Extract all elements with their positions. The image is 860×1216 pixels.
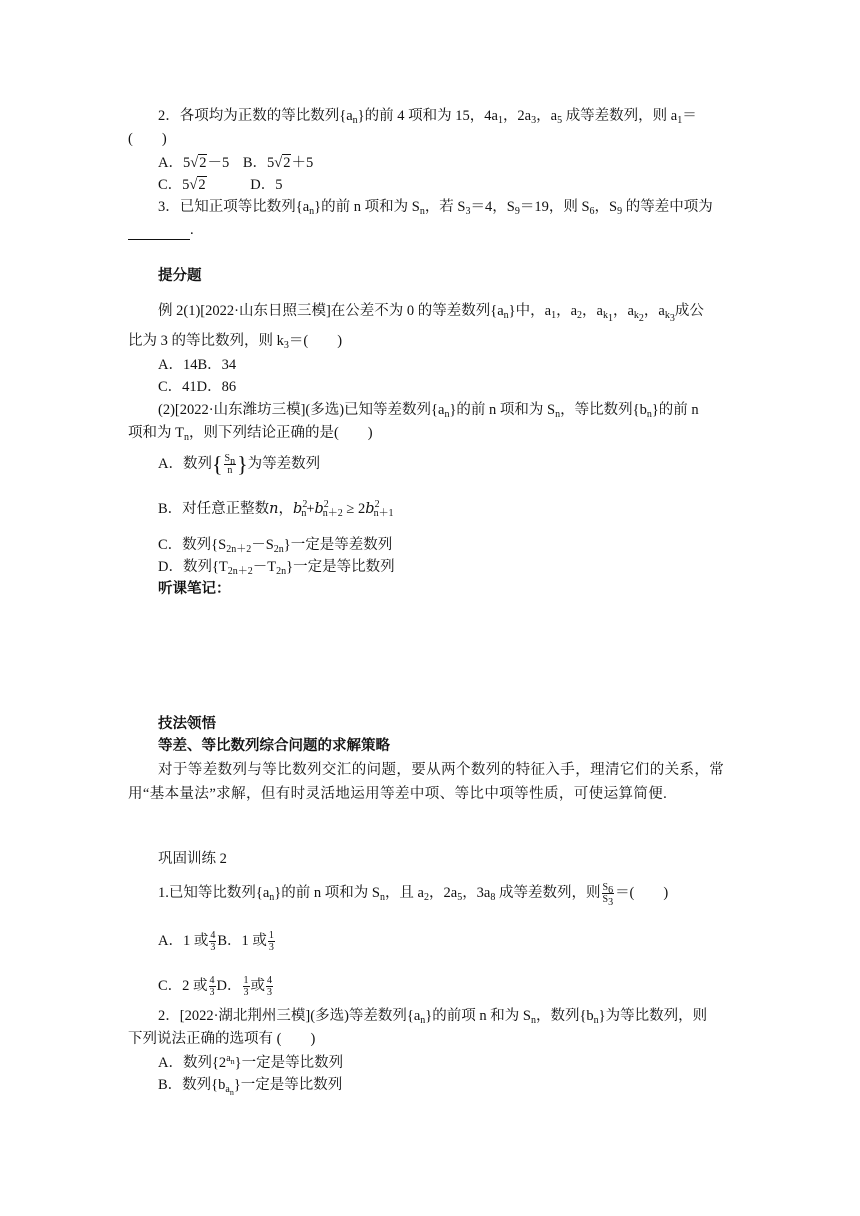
q2-options-ab: A．5√2－5 B．5√2＋5 [158,155,314,171]
example2-option-b: B．对任意正整数n，$b^2_n+b^2_{n+2} \ge 2b^2_{n+1}$ [158,499,394,519]
practice-title: 巩固训练 2 [158,851,227,867]
practice-q2-option-a: A．数列$\{2^{a_n}\}$一定是等比数列 [158,1053,344,1071]
q2-paren: ( ) [128,131,167,147]
fraction-sn-over-n: $\frac{S_n}{n}$ [224,453,236,476]
section-title-tifen: 提分题 [158,268,202,284]
practice-q2-cont: 下列说法正确的选项有 ( ) [128,1031,316,1047]
example2-part1-cont: 比为 3 的等比数列，则 $k_3=$( ) [128,333,343,351]
practice-q1-options-cd: C．2 或 $\frac{4}{3}$ D． $\frac{1}{3}$ 或 $\frac{4}{3}$ [158,975,273,998]
example2-option-c: C．数列$\{S_{2n+2}-S_{2n}\}$一定是等差数列 [158,537,393,555]
example2-part2: (2)[2022·山东潍坊三模](多选)已知等差数列$\{a_n\}$的前 n 项和为 $S_n$，等比数列$\{b_n\}$的前 n [158,402,699,420]
technique-body-2: 用“基本量法”求解，但有时灵活地运用等差中项、等比中项等性质，可使运算简便. [128,786,668,802]
sqrt-symbol: √2 [190,155,207,171]
example2-options-ab: A．14B．34 [158,357,237,373]
technique-body-1: 对于等差数列与等比数列交汇的问题，要从两个数列的特征入手，理清它们的关系，常 [158,762,725,778]
practice-q1: 1.已知等比数列$\{a_n\}$的前 n 项和为 $S_n$，且 $a_2$，$2a_5$，$3a_8$ 成等差数列，则 $\frac{S_6}{S_3}$ ＝( ) [158,882,669,908]
q3-stem: 3．已知正项等比数列$\{a_n\}$的前 n 项和为 $S_n$，若 $S_3=4$，$S_9=19$，则 $S_6$，$S_9$ 的等差中项为 [158,199,713,217]
example2-option-d: D．数列$\{T_{2n+2}-T_{2n}\}$一定是等比数列 [158,559,395,577]
example2-part1: 例 2(1)[2022·山东日照三模]在公差不为 0 的等差数列$\{a_n\}$中，$a_1$，$a_2$，$a_{k_1}$，$a_{k_2}$，$a_{k_3}$成公 [158,303,704,324]
practice-q1-options-ab: A．1 或 $\frac{4}{3}$ B．1 或 $\frac{1}{3}$ [158,930,274,953]
notes-label: 听课笔记： [158,581,231,597]
q2-stem: 2．各项均为正数的等比数列$\{a_n\}$的前 4 项和为 15，$4a_1$，$2a_3$，$a_5$ 成等差数列，则 $a_1=$ [158,108,697,126]
practice-q2-option-b: B．数列$\{b_{a_n}\}$一定是等比数列 [158,1077,343,1097]
example2-option-a: A．数列{ $\frac{S_n}{n}$ }为等差数列 [158,451,321,477]
q3-answer-blank: . [128,220,194,240]
q2-options-cd: C．5√2 D．5 [158,177,283,193]
example2-part2-cont: 项和为 $T_n$，则下列结论正确的是( ) [128,425,373,443]
practice-q2: 2．[2022·湖北荆州三模](多选)等差数列$\{a_n\}$的前项 n 和为 $S_n$，数列$\{b_n\}$为等比数列，则 [158,1008,708,1026]
example2-options-cd: C．41D．86 [158,379,237,395]
fraction-s6-over-s3: $\frac{S_6}{S_3}$ [602,882,614,908]
technique-title: 技法领悟 [158,716,216,732]
technique-subtitle: 等差、等比数列综合问题的求解策略 [158,738,390,754]
